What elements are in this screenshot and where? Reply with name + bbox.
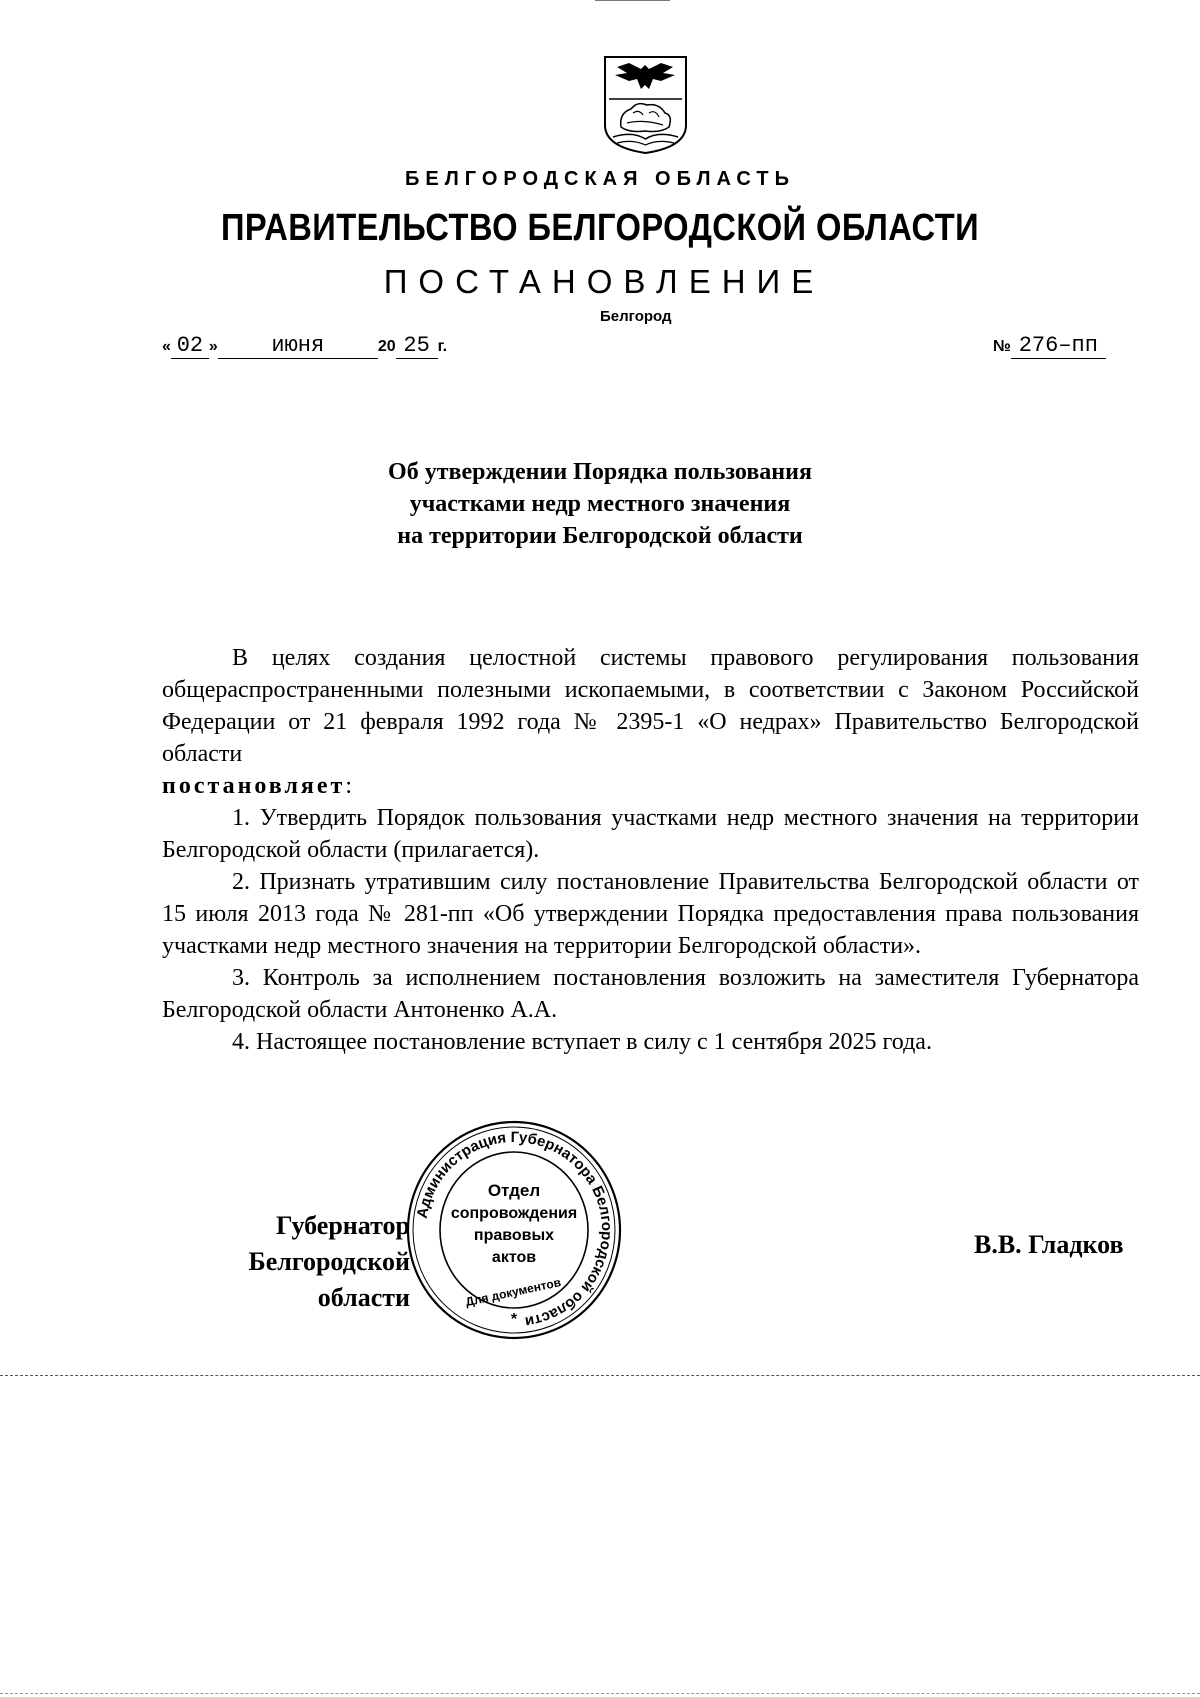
item-4: 4. Настоящее постановление вступает в силу с 1 сентября 2025 года.	[232, 1029, 932, 1055]
preamble-text: В целях создания целостной системы правового регулирования пользования общераспространенными полезными ископаемыми, в соответствии с Законом Российской Федерации от 21 февраля 1992 года № 2395-1 «О недрах» Правительство Белгородской области	[162, 645, 1139, 767]
document-title	[0, 456, 1200, 552]
signatory-position	[180, 1208, 410, 1316]
item-1: 1. Утвердить Порядок пользования участками недр местного значения на территории Белгородской области (прилагается).	[162, 805, 1139, 863]
page-divider-line	[0, 1375, 1200, 1376]
item-2: 2. Признать утратившим силу постановление Правительства Белгородской области от 15 июля 2013 года № 281-пп «Об утверждении Порядка предоставления права пользования участками недр местного значения на территории Белгородской области».	[162, 869, 1139, 959]
document-body	[162, 642, 1139, 1058]
region-heading: БЕЛГОРОДСКАЯ ОБЛАСТЬ	[405, 168, 795, 190]
number-value: 276–пп	[1011, 333, 1106, 359]
title-line-1: Об утверждении Порядка пользования	[388, 459, 812, 485]
date-day: 02	[171, 333, 209, 359]
stamp-line-1: Отдел	[487, 1181, 541, 1200]
city-label: Белгород	[600, 308, 672, 325]
date-year: 25	[396, 333, 438, 359]
date-year-prefix: 20	[377, 338, 396, 355]
document-type-heading: ПОСТАНОВЛЕНИЕ	[383, 263, 825, 300]
position-line-1: Губернатор	[275, 1211, 410, 1240]
stamp-mark: *	[510, 1311, 518, 1328]
date-open-quote: «	[162, 338, 171, 355]
official-stamp	[404, 1118, 624, 1342]
document-date	[162, 333, 447, 359]
date-year-label: г.	[437, 338, 448, 355]
stamp-bottom-text: Для документов	[464, 1275, 563, 1310]
government-heading: ПРАВИТЕЛЬСТВО БЕЛГОРОДСКОЙ ОБЛАСТИ	[220, 207, 980, 249]
resolves-colon: :	[345, 773, 352, 799]
number-label: №	[993, 338, 1011, 355]
position-line-2: Белгородской области	[248, 1247, 410, 1312]
page-bottom-line	[0, 1693, 1200, 1694]
date-month: июня	[218, 333, 378, 359]
stamp-ring-text: Администрация Губернатора Белгородской области	[413, 1128, 616, 1331]
page-top-mark	[595, 0, 670, 1]
date-close-quote: »	[208, 338, 218, 355]
stamp-line-4: актов	[491, 1249, 537, 1266]
item-3: 3. Контроль за исполнением постановления возложить на заместителя Губернатора Белгородской области Антоненко А.А.	[162, 965, 1139, 1023]
signatory-name: В.В. Гладков	[974, 1230, 1124, 1259]
coat-of-arms-emblem	[603, 55, 688, 155]
stamp-line-2: сопровождения	[450, 1205, 578, 1222]
title-line-3: на территории Белгородской области	[397, 523, 803, 549]
resolves-word: постановляет	[162, 773, 346, 799]
resolves-line	[162, 770, 1139, 802]
preamble-paragraph	[162, 642, 1139, 770]
document-number	[993, 333, 1106, 359]
title-line-2: участками недр местного значения	[409, 491, 791, 517]
stamp-line-3: правовых	[473, 1227, 555, 1244]
